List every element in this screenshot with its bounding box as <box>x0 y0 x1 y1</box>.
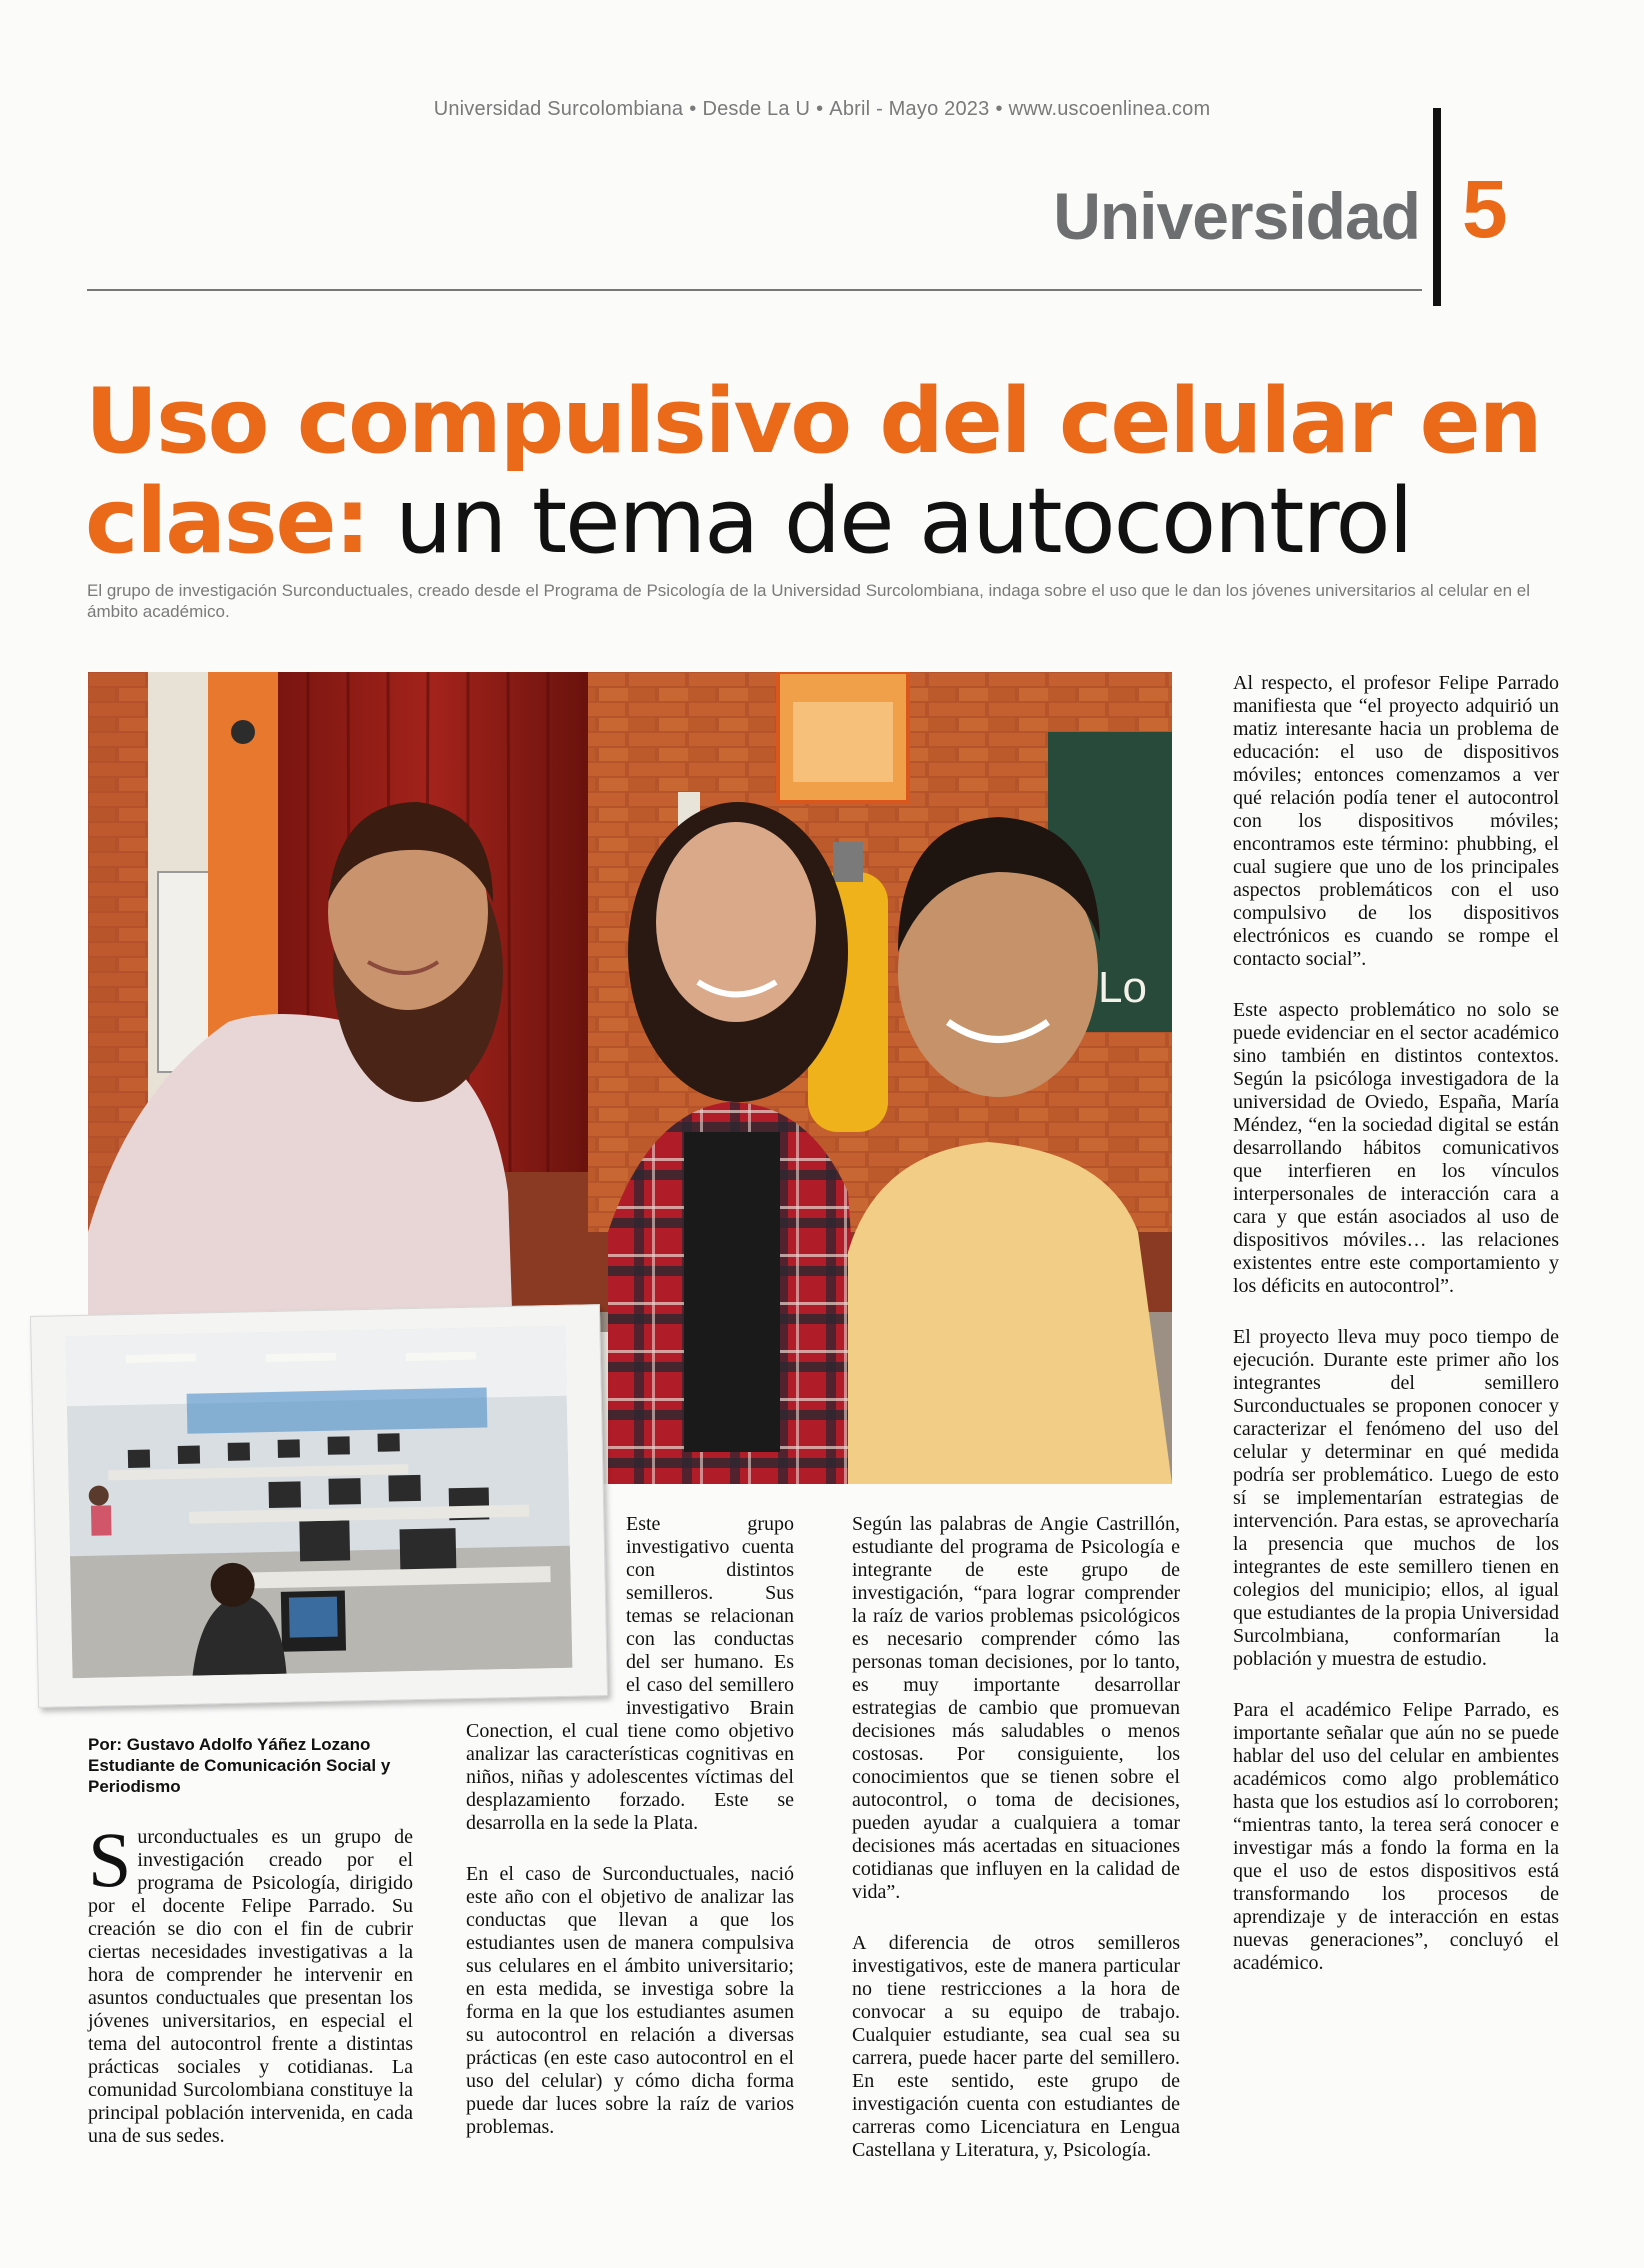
paragraph: El proyecto lleva muy poco tiempo de ejecución. Durante este primer año los integrantes del semillero Surconductuales se proponen conocer y caracterizar el fenómeno del uso del celular y determinar en qué medida podría ser problemático. Luego de esto sí se implementarían estrategias de intervención. Para estas, se aprovecharía la presencia que muchos de los integrantes de este semillero tienen en colegios del municipio; ellos, al igual que estudiantes de la propia Universidad Surcolmbiana, conformarían la población y muestra de estudio. <box>1233 1326 1559 1670</box>
byline-role: Estudiante de Comunicación Social y Periodismo <box>88 1756 391 1796</box>
headline-clase: clase: <box>85 469 369 574</box>
photo-wrap-space <box>466 1513 626 1699</box>
section-title: Universidad <box>1053 179 1420 253</box>
separator-dot: • <box>995 98 1003 120</box>
byline-author: Por: Gustavo Adolfo Yáñez Lozano <box>88 1735 371 1754</box>
article-headline <box>85 369 1605 574</box>
paragraph: Este aspecto problemático no solo se puede evidenciar en el sector académico sino también en distintos contextos. Según la psicóloga investigadora de la universidad de Oviedo, España, María Méndez, “en la sociedad digital se están desarrollando hábitos comunicativos que interfieren en los vínculos interpersonales de interacción cara a cara y que están asociados al uso de dispositivos móviles… las relaciones existentes entre este comportamiento y los déficits en autocontrol”. <box>1233 999 1559 1297</box>
page-number: 5 <box>1462 164 1508 255</box>
byline <box>88 1734 428 1797</box>
paragraph: A diferencia de otros semilleros investigativos, este de manera particular no tiene restricciones a la hora de convocar a su equipo de trabajo. Cualquier estudiante, sea cual sea su carrera, puede hacer parte del semillero. En este sentido, este grupo de investigación cuenta con estudiantes de carreras como Licenciatura en Lengua Castellana y Literatura, y, Psicología. <box>852 1932 1180 2161</box>
article-column-1 <box>88 1816 413 2148</box>
article-column-4 <box>1233 672 1559 1975</box>
headline-line-1: Uso compulsivo del celular en <box>85 369 1541 474</box>
paragraph <box>466 1513 794 1835</box>
section-desde-la-u: Desde La U <box>702 98 811 120</box>
paragraph: En el caso de Surconductuales, nació este año con el objetivo de analizar las conductas que llevan a que los estudiantes usen de manera compulsiva sus celulares en el ámbito universitario; en esta medida, se investiga sobre la forma en la que los estudiantes asumen su autocontrol en relación a diversas prácticas (en este caso autocontrol en el uso del celular) y cómo dicha forma puede dar luces sobre la raíz de varios problemas. <box>466 1863 794 2138</box>
article-column-2 <box>466 1513 794 2139</box>
paragraph: Al respecto, el profesor Felipe Parrado manifiesta que “el proyecto adquirió un matiz interesante hacia un problema de educación: el uso de dispositivos móviles; entonces comenzamos a ver qué relación podía tener el autocontrol con los dispositivos móviles; encontramos este término: phubbing, el cual sugiere que uno de los principales aspectos problemáticos con el uso compulsivo de los dispositivos electrónicos es cuando se rompe el contacto social”. <box>1233 672 1559 970</box>
publication-name: Universidad Surcolombiana <box>433 98 684 120</box>
website-url: www.uscoenlinea.com <box>1008 98 1211 120</box>
article-column-3 <box>852 1513 1180 2162</box>
separator-dot: • <box>689 98 697 120</box>
paragraph <box>88 1816 413 2148</box>
paragraph: Según las palabras de Angie Castrillón, estudiante del programa de Psicología e integrante de este grupo de investigación, “para lograr comprender la raíz de varios problemas psicológicos es necesario comprender cómo las personas toman decisiones, por lo tanto, es muy importante desarrollar estrategias de cambio que promuevan decisiones más saludables o menos costosas. Por consiguiente, los conocimientos que se tienen sobre el autocontrol, o toma de decisiones, pueden ayudar a cualquiera a tomar decisiones más acertadas en situaciones cotidianas que influyen en la calidad de vida”. <box>852 1513 1180 1903</box>
wall-sign-text: Lo <box>1098 963 1147 1012</box>
issue-date: Abril - Mayo 2023 <box>829 98 990 120</box>
paragraph: Para el académico Felipe Parrado, es importante señalar que aún no se puede hablar del uso del celular en ambientes académicos como algo problemático hasta que los estudios así lo corroboren; “mientras tanto, la terea será conocer e investigar más a fondo la forma en la que el uso de estos dispositivos está transformando los procesos de aprendizaje y de interacción en estas nuevas generaciones”, concluyó el académico. <box>1233 1699 1559 1974</box>
paragraph-text: Este grupo investigativo cuenta con distintos semilleros. Sus temas se relacionan con las conductas del ser humano. Es el caso del semillero investigativo Brain Conection, el cual tiene como objetivo analizar las características cognitivas en niños, niñas y adolescentes víctimas del desplazamiento forzado. Este se desarrolla en la sede la Plata. <box>466 1513 794 1834</box>
drop-cap: S <box>88 1816 132 1903</box>
paragraph-text: urconductuales es un grupo de investigación creado por el programa de Psicología, dirigido por el docente Felipe Parrado. Su creación se dio con el fin de cubrir ciertas necesidades investigativas a la hora de comprender he intervenir en asuntos conductuales que presentan los jóvenes universitarios, en especial el tema del autocontrol frente a distintas prácticas sociales y cotidianas. La comunidad Surcolombiana constituye la principal población intervenida, en cada una de sus sedes. <box>88 1826 413 2147</box>
article-deck: El grupo de investigación Surconductuales, creado desde el Programa de Psicología de la Universidad Surcolombiana, indaga sobre el uso que le dan los jóvenes universitarios al celular en el ámbito académico. <box>87 581 1531 621</box>
separator-dot: • <box>816 98 824 120</box>
header-rule <box>87 289 1422 291</box>
header-vertical-bar <box>1433 108 1441 306</box>
headline-subtitle: un tema de autocontrol <box>368 469 1412 574</box>
running-header <box>0 98 1644 121</box>
